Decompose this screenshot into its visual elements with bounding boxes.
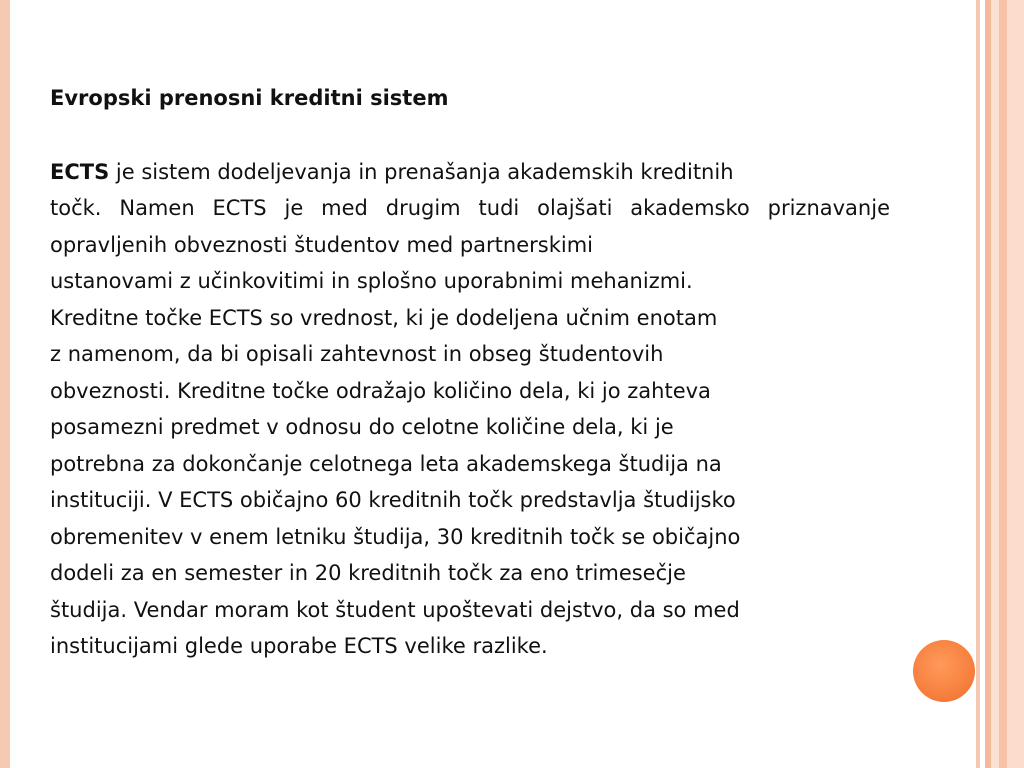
- body-line-0: [50, 154, 890, 191]
- right-border-stripe: [991, 0, 999, 768]
- left-border-stripe: [0, 0, 10, 768]
- body-line-3: ustanovami z učinkovitimi in splošno uporabnimi mehanizmi.: [50, 269, 693, 293]
- body-line-9: instituciji. V ECTS običajno 60 kreditnih točk predstavlja študijsko: [50, 488, 736, 512]
- body-line-6: obveznosti. Kreditne točke odražajo količino dela, ki jo zahteva: [50, 378, 711, 403]
- body-line-0-text: je sistem dodeljevanja in prenašanja akademskih kreditnih: [109, 159, 734, 184]
- body-line-2: opravljenih obveznosti študentov med partnerskimi: [50, 232, 593, 257]
- body-line-1: točk. Namen ECTS je med drugim tudi olajšati akademsko priznavanje: [50, 196, 890, 220]
- body-line-7: posamezni predmet v odnosu do celotne količine dela, ki je: [50, 415, 674, 439]
- body-paragraph: [50, 154, 890, 665]
- decorative-orange-circle: [913, 640, 975, 702]
- body-line-13: institucijami glede uporabe ECTS velike razlike.: [50, 634, 548, 658]
- body-line-5: z namenom, da bi opisali zahtevnost in obseg študentovih: [50, 342, 664, 366]
- slide-content: [50, 80, 890, 665]
- body-line-4: Kreditne točke ECTS so vrednost, ki je dodeljena učnim enotam: [50, 305, 718, 330]
- slide-title: Evropski prenosni kreditni sistem: [50, 86, 449, 110]
- right-border-stripe: [999, 0, 1007, 768]
- body-line-8: potrebna za dokončanje celotnega leta akademskega študija na: [50, 451, 722, 476]
- right-border-stripe: [1007, 0, 1024, 768]
- body-line-11: dodeli za en semester in 20 kreditnih točk za eno trimesečje: [50, 561, 686, 585]
- body-line-10: obremenitev v enem letniku študija, 30 kreditnih točk se običajno: [50, 524, 741, 549]
- ects-term: ECTS: [50, 159, 110, 184]
- body-line-12: študija. Vendar moram kot študent upoštevati dejstvo, da so med: [50, 597, 740, 622]
